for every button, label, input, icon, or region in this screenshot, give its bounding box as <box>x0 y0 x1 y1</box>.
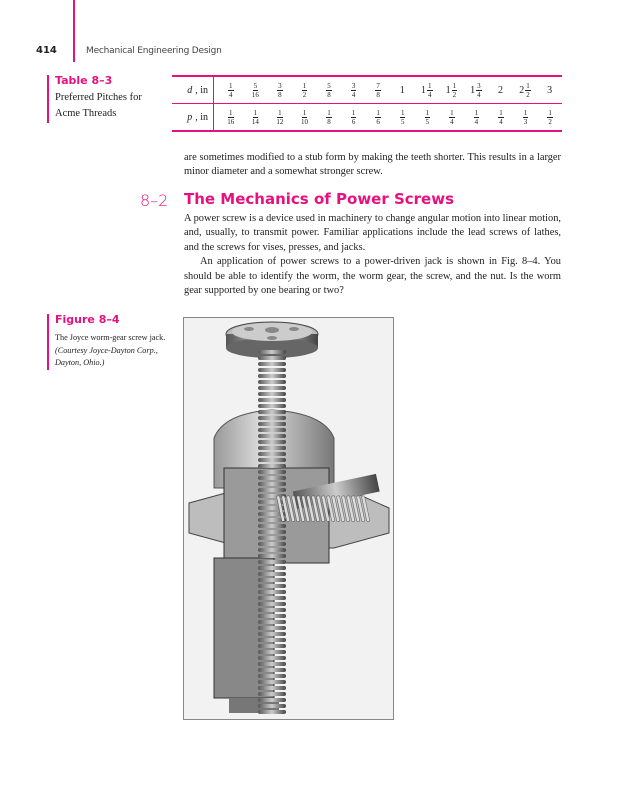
screw-thread <box>258 692 286 696</box>
screw-thread <box>258 662 286 666</box>
table-cell <box>270 109 288 126</box>
table-cell <box>442 109 460 126</box>
denominator: 3 <box>523 117 528 126</box>
screw-thread <box>258 572 286 576</box>
numerator: 1 <box>229 108 233 117</box>
table-cell <box>369 82 387 99</box>
screw-thread <box>258 566 286 570</box>
whole-part: 1 <box>470 84 476 96</box>
fraction <box>449 109 455 126</box>
fraction <box>228 82 234 99</box>
row-unit: , in <box>195 111 208 123</box>
numerator: 5 <box>253 81 258 90</box>
numerator: 1 <box>278 108 282 117</box>
screw-thread <box>258 380 286 384</box>
denominator: 6 <box>376 117 380 126</box>
numerator: 7 <box>376 81 380 90</box>
numerator: 1 <box>253 108 258 117</box>
screw-thread <box>258 638 286 642</box>
row-variable: p <box>187 111 193 123</box>
table-cell <box>467 109 485 126</box>
denominator: 2 <box>526 90 530 99</box>
screw-thread <box>258 530 286 534</box>
fraction <box>375 82 381 99</box>
denominator: 8 <box>278 90 282 99</box>
fraction <box>476 82 482 99</box>
fraction <box>277 82 283 99</box>
numerator: 1 <box>400 108 405 117</box>
section-number: 8–2 <box>140 191 169 210</box>
numerator: 1 <box>302 108 307 117</box>
fraction <box>301 109 308 126</box>
numerator: 1 <box>452 81 457 90</box>
table-cell <box>246 82 264 99</box>
screw-thread <box>258 644 286 648</box>
numerator: 3 <box>351 81 356 90</box>
numerator: 1 <box>376 108 380 117</box>
screw-thread <box>258 362 286 366</box>
denominator: 5 <box>400 117 405 126</box>
table-caption-line: Acme Threads <box>55 108 117 119</box>
numerator: 1 <box>302 81 307 90</box>
fraction <box>525 82 531 99</box>
fraction <box>252 109 259 126</box>
fraction <box>351 109 357 126</box>
screw-thread <box>258 602 286 606</box>
table-caption <box>55 89 142 123</box>
fraction <box>474 109 480 126</box>
screw-thread <box>258 698 286 702</box>
screw-thread <box>258 392 286 396</box>
screw-thread <box>258 650 286 654</box>
screw-thread <box>258 488 286 492</box>
screw-thread <box>258 464 286 468</box>
numerator: 3 <box>477 81 481 90</box>
numerator: 1 <box>523 108 528 117</box>
screw-thread <box>258 668 286 672</box>
table-cell <box>270 82 288 99</box>
screw-thread <box>258 632 286 636</box>
screw-thread <box>258 434 286 438</box>
table-cell <box>344 82 362 99</box>
screw-thread <box>258 590 286 594</box>
fraction <box>351 82 357 99</box>
screw-thread <box>258 704 286 708</box>
screw-thread <box>258 554 286 558</box>
table-cell <box>295 82 313 99</box>
fraction <box>252 82 259 99</box>
screw-thread <box>258 596 286 600</box>
screw-thread <box>258 368 286 372</box>
row-header <box>172 104 214 130</box>
numerator: 1 <box>526 81 530 90</box>
screw-thread <box>258 458 286 462</box>
denominator: 16 <box>227 117 235 126</box>
numerator: 1 <box>229 81 233 90</box>
screw-thread <box>258 686 286 690</box>
fraction <box>302 82 308 99</box>
denominator: 4 <box>477 90 481 99</box>
pitch-table <box>172 75 562 132</box>
denominator: 8 <box>327 90 331 99</box>
fraction <box>425 109 431 126</box>
table-cell <box>442 82 460 99</box>
fraction <box>276 109 283 126</box>
whole-part: 2 <box>519 84 525 96</box>
fraction <box>547 109 553 126</box>
denominator: 4 <box>450 117 454 126</box>
screw-thread <box>258 398 286 402</box>
screw-thread <box>258 482 286 486</box>
table-cell <box>393 82 411 99</box>
screw-thread <box>258 452 286 456</box>
figure-caption <box>55 332 175 370</box>
intro-text: are sometimes modified to a stub form by making the teeth shorter. This results in a larger minor diameter and a somewhat stronger screw. <box>184 152 561 178</box>
fraction <box>400 109 406 126</box>
table-number: Table 8–3 <box>55 74 113 87</box>
denominator: 4 <box>351 90 356 99</box>
denominator: 8 <box>327 117 331 126</box>
paragraph: A power screw is a device used in machinery to change angular motion into linear motion, and, usually, to transmit power. Familiar applications include the lead screws of lathes, and the screws for vises, presses, and jacks. <box>184 213 561 253</box>
denominator: 4 <box>428 90 432 99</box>
table-row <box>172 77 562 103</box>
screw-thread <box>258 626 286 630</box>
screw-thread <box>258 470 286 474</box>
denominator: 16 <box>251 90 259 99</box>
table-cell <box>418 109 436 126</box>
figure-number: Figure 8–4 <box>55 313 120 326</box>
denominator: 4 <box>499 117 503 126</box>
table-cell <box>344 109 362 126</box>
paragraph: An application of power screws to a power-driven jack is shown in Fig. 8–4. You should be able to identify the worm, the worm gear, the screw, and the nut. Is the worm gear supported by one bearing or two? <box>184 256 561 297</box>
screw-thread <box>258 476 286 480</box>
table-cell <box>221 109 239 126</box>
fraction <box>227 109 234 126</box>
denominator: 5 <box>425 117 430 126</box>
screw-thread <box>258 536 286 540</box>
screw-thread <box>258 674 286 678</box>
whole-part: 1 <box>421 84 427 96</box>
denominator: 2 <box>548 117 552 126</box>
denominator: 12 <box>276 117 284 126</box>
table-cell <box>246 109 264 126</box>
screw-thread <box>258 584 286 588</box>
row-header <box>172 77 214 103</box>
screw-thread <box>258 404 286 408</box>
figure-credit: (Courtesy Joyce-Dayton Corp., Dayton, Ohio.) <box>55 345 158 367</box>
numerator: 1 <box>425 108 430 117</box>
numerator: 1 <box>351 108 356 117</box>
screw-thread <box>258 542 286 546</box>
table-label-rule <box>47 75 49 123</box>
whole-part: 2 <box>497 84 503 96</box>
header-rule <box>73 0 75 62</box>
table-cell <box>418 82 436 99</box>
table-caption-line: Preferred Pitches for <box>55 92 142 103</box>
table-cell <box>541 82 559 99</box>
row-unit: , in <box>195 84 208 96</box>
denominator: 8 <box>376 90 380 99</box>
screw-thread <box>258 428 286 432</box>
table-cell <box>320 109 338 126</box>
denominator: 2 <box>452 90 457 99</box>
table-cell <box>369 109 387 126</box>
table-cell <box>295 109 313 126</box>
denominator: 4 <box>229 90 233 99</box>
screw-thread <box>258 350 286 354</box>
denominator: 2 <box>302 90 307 99</box>
numerator: 1 <box>499 108 503 117</box>
screw-thread <box>258 578 286 582</box>
screw-thread <box>258 440 286 444</box>
fraction <box>375 109 381 126</box>
whole-part: 1 <box>445 84 451 96</box>
screw-thread <box>258 680 286 684</box>
intro-paragraph <box>184 151 561 180</box>
screw-thread <box>258 410 286 414</box>
screw-thread <box>258 608 286 612</box>
section-body <box>184 212 561 298</box>
fraction <box>326 82 332 99</box>
row-variable: d <box>187 84 193 96</box>
table-cell <box>467 82 485 99</box>
screw-thread <box>258 386 286 390</box>
table-cell <box>516 82 534 99</box>
numerator: 3 <box>278 81 282 90</box>
whole-part: 3 <box>547 84 553 96</box>
jack-illustration <box>184 318 393 719</box>
screw-thread <box>258 374 286 378</box>
fraction <box>498 109 504 126</box>
table-cell <box>221 82 239 99</box>
denominator: 6 <box>351 117 356 126</box>
screw-thread <box>258 548 286 552</box>
denominator: 14 <box>251 117 259 126</box>
table-row <box>172 103 562 130</box>
fraction <box>523 109 529 126</box>
table-cell <box>491 82 509 99</box>
screw-thread <box>258 560 286 564</box>
screw-thread <box>258 446 286 450</box>
figure-label <box>55 313 175 370</box>
numerator: 1 <box>450 108 454 117</box>
figure-caption-text: The Joyce worm-gear screw jack. <box>55 333 166 342</box>
denominator: 4 <box>474 117 479 126</box>
table-cell <box>320 82 338 99</box>
screw-thread <box>258 614 286 618</box>
numerator: 5 <box>327 81 331 90</box>
numerator: 1 <box>327 108 331 117</box>
worm-gear-jack-photo <box>183 317 394 720</box>
screw-thread <box>258 356 286 360</box>
table-label <box>55 74 142 123</box>
whole-part: 1 <box>399 84 405 96</box>
table-cell <box>541 109 559 126</box>
page-number: 414 <box>36 45 57 56</box>
screw-thread <box>258 416 286 420</box>
screw-thread <box>258 620 286 624</box>
table-cell <box>491 109 509 126</box>
fraction <box>427 82 433 99</box>
table-cell <box>516 109 534 126</box>
screw-thread <box>258 656 286 660</box>
numerator: 1 <box>548 108 552 117</box>
running-title: Mechanical Engineering Design <box>86 46 222 56</box>
section-title: The Mechanics of Power Screws <box>184 190 455 208</box>
fraction <box>326 109 332 126</box>
denominator: 10 <box>300 117 308 126</box>
figure-label-rule <box>47 314 49 370</box>
numerator: 1 <box>428 81 432 90</box>
fraction <box>452 82 458 99</box>
numerator: 1 <box>474 108 479 117</box>
table-cell <box>393 109 411 126</box>
screw-thread <box>258 710 286 714</box>
screw-thread <box>258 500 286 504</box>
screw-thread <box>258 524 286 528</box>
screw-thread <box>258 422 286 426</box>
